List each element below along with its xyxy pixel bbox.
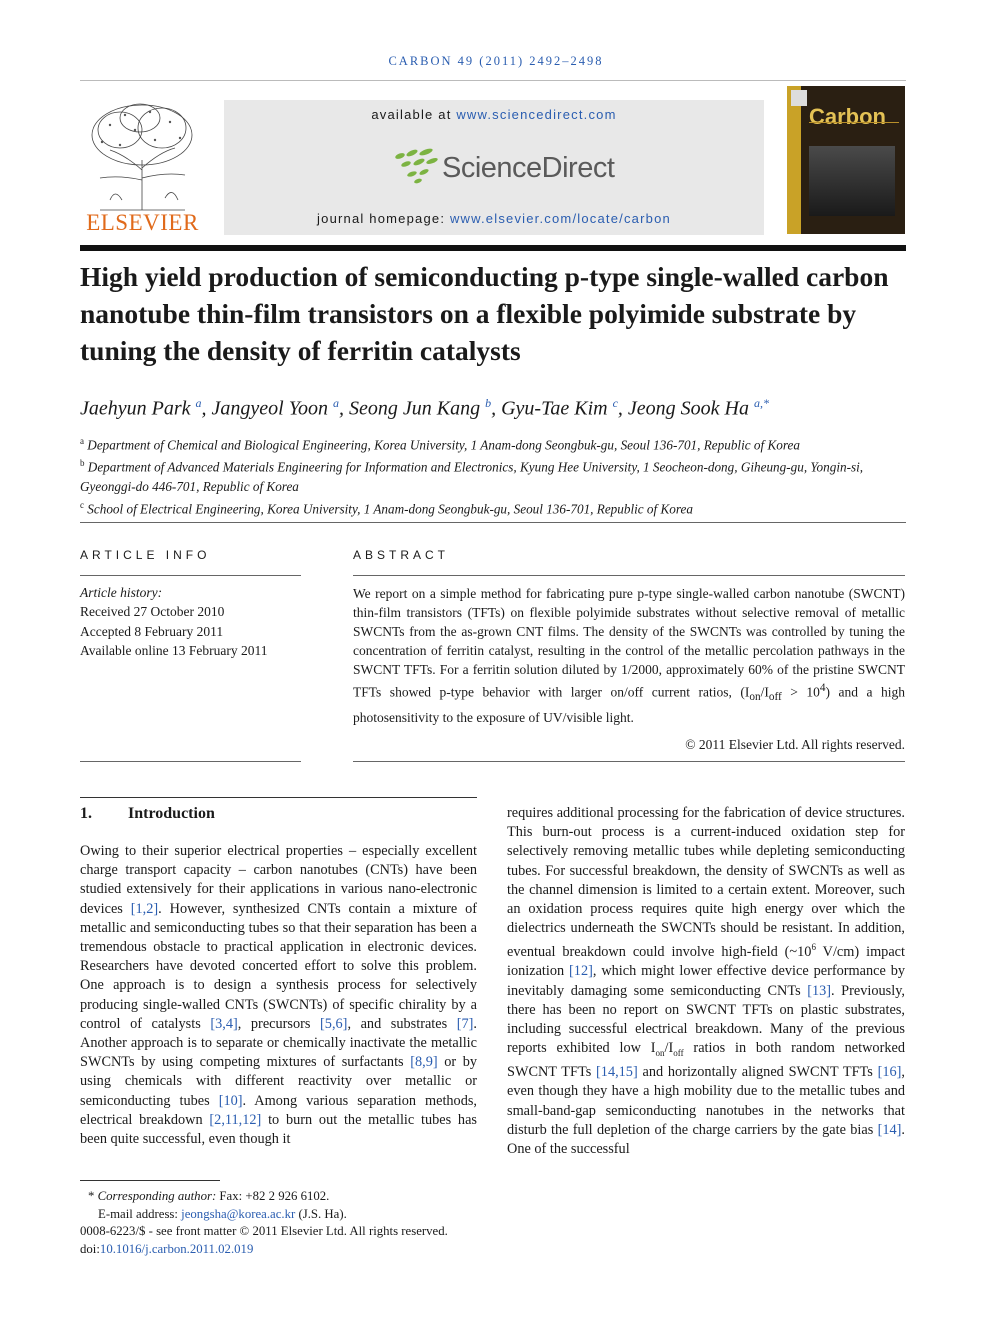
received-date: Received 27 October 2010 xyxy=(80,604,225,620)
author-affil-sup[interactable]: a xyxy=(195,396,202,410)
intro-left-column: Owing to their superior electrical properties – especially excellent charge transport capacity – carbon nanotubes (CNTs) have been studied extensively for their applications in various nano-electronic devices [1,2]. However, synthesized CNTs contain a mixture of metallic and semiconducting tubes so that their separation has been a tremendous obstacle to practical application in electronic devices. Researchers have devoted concerted effort to solve this problem. One approach is to design a synthesis process for selectively producing single-walled CNTs (SWCNTs) of specific chirality by a control of catalysts [3,4], precursors [5,6], and substrates [7]. Another approach is to separate or chemically inactivate the metallic SWCNTs by using competing mixtures of surfactants [8,9] or by using chemicals with different reactivity over metallic or semiconducting tubes [10]. Among various separation methods, electrical breakdown [2,11,12] to burn out the metallic tubes has been quite successful, even though it xyxy=(80,843,478,1148)
email-link[interactable]: jeongsha@korea.ac.kr xyxy=(181,1206,296,1221)
accepted-date: Accepted 8 February 2011 xyxy=(80,623,224,639)
title-rule xyxy=(80,245,906,251)
available-prefix: available at xyxy=(371,107,457,122)
intro-rule xyxy=(80,797,477,798)
article-info-rule xyxy=(80,575,301,576)
cover-rule xyxy=(809,122,899,139)
affiliation-sup: a xyxy=(80,436,84,446)
author-name: Gyu-Tae Kim xyxy=(501,397,608,420)
doi-link[interactable]: 10.1016/j.carbon.2011.02.019 xyxy=(99,1241,254,1256)
journal-reference[interactable]: CARBON 49 (2011) 2492–2498 xyxy=(388,54,604,68)
doi-line: doi:10.1016/j.carbon.2011.02.019 xyxy=(80,1241,254,1256)
author-name: Jangyeol Yoon xyxy=(211,397,328,420)
section-title: Introduction xyxy=(128,805,215,822)
available-at xyxy=(224,107,764,122)
abstract-bottom-rule xyxy=(353,761,905,762)
header-rule xyxy=(80,80,906,81)
author-affil-sup[interactable]: a xyxy=(333,396,339,410)
abstract-part: /I xyxy=(760,684,769,700)
corresponding-author: * Corresponding author: Fax: +82 2 926 6102. xyxy=(88,1189,330,1203)
author-name: Jaehyun Park xyxy=(80,397,191,420)
abstract-part: We report on a simple method for fabricating pure p-type single-walled carbon nanotube (SWCNT) thin-film transistors (TFTs) on flexible polyimide substrates without selective removal of metallic SWCNTs from the as-grown CNT films. The density of the SWCNTs was controlled by tuning the concentration of ferritin catalyst, resulting in the control of the metallic percolation pathways in the SWCNT TFTs. For a ferritin solution diluted by 1/2000, approximately 60% of the pristine SWCNT TFTs showed p-type behavior with larger on/off current ratios, (I xyxy=(353,586,905,700)
journal-homepage xyxy=(224,211,764,226)
cover-qr-icon xyxy=(791,90,807,106)
author-list: Jaehyun Park $^a$, Jangyeol Yoon $^a$, Seong Jun Kang $^b$, Gyu-Tae Kim $^c$, Jeong Sook Ha $^{a,*}$ xyxy=(80,396,769,420)
article-info-bottom-rule xyxy=(80,761,301,762)
issn-line: 0008-6223/$ - see front matter © 2011 Elsevier Ltd. All rights reserved. xyxy=(80,1224,448,1239)
intro-right-column: requires additional processing for the fabrication of device structures. This burn-out process is a current-induced oxidation step for selectively removing metallic tubes while depleting semiconducting tubes. For successful breakdown, the density of SWCNTs as well as the channel dimension is limited to a certain extent. Moreover, such an oxidation process requires quite high energy over which the dielectrics underneath the SWCNTs should be resistant. In addition, eventual breakdown could involve high-field ($\sim 10^6$ V/cm) impact ionization [12], which might lower effective device performance by inevitably damaging some semiconducting CNTs [13]. Previously, there has been no report on SWCNT TFTs on plastic substrates, including successful electrical breakdown. Many of the previous reports exhibited low $I_{on}/I_{off}$ ratios in both random networked SWCNT TFTs [14,15] and horizontally aligned SWCNT TFTs [16], even though they have a high mobility due to the metallic tubes and small-band-gap semiconducting nanotubes in the networks that disturb the full depletion of the charge carriers by the gate bias [14]. One of the successful xyxy=(507,805,905,1158)
abstract-part: > 10 xyxy=(781,684,820,700)
cover-title: Carbon xyxy=(809,104,886,129)
journal-cover[interactable] xyxy=(787,86,905,234)
citation-link[interactable]: [7] xyxy=(456,1015,474,1032)
homepage-prefix: journal homepage: xyxy=(317,211,450,226)
abstract-sub: off xyxy=(768,691,782,704)
sciencedirect-leaf-icon xyxy=(392,148,442,184)
abstract-copyright: © 2011 Elsevier Ltd. All rights reserved. xyxy=(685,737,905,752)
article-title: High yield production of semiconducting p-type single-walled carbon nanotube thin-film transistors on a flexible polyimide substrate by tuning the density of ferritin catalysts xyxy=(80,261,889,366)
journal-homepage-link[interactable]: www.elsevier.com/locate/carbon xyxy=(449,211,671,226)
abstract-sub: on xyxy=(749,691,761,704)
citation-link[interactable]: [16] xyxy=(877,1064,902,1081)
author-affil-sup[interactable]: c xyxy=(612,396,618,410)
article-info-heading: ARTICLE INFO xyxy=(80,548,211,562)
citation-link[interactable]: [10] xyxy=(218,1092,243,1109)
citation-link[interactable]: [5,6] xyxy=(320,1015,348,1032)
elsevier-tree-logo xyxy=(80,100,205,212)
footnotes xyxy=(80,1188,580,1258)
affiliation-text: Department of Advanced Materials Engineering for Information and Electronics, Kyung Hee University, 1 Seocheon-dong, Giheung-gu, Yongin-si, Gyeonggi-do 446-701, Republic of Korea xyxy=(80,459,864,494)
cover-image xyxy=(809,146,895,216)
affiliation-rule xyxy=(80,522,906,523)
citation-link[interactable]: [2,11,12] xyxy=(209,1111,262,1128)
online-date: Available online 13 February 2011 xyxy=(80,642,268,658)
citation-link[interactable]: [14,15] xyxy=(596,1064,638,1081)
affiliation-text: School of Electrical Engineering, Korea University, 1 Anam-dong Seongbuk-gu, Seoul 136-701, Republic of Korea xyxy=(87,501,693,517)
affiliation-text: Department of Chemical and Biological Engineering, Korea University, 1 Anam-dong Seongbuk-gu, Seoul 136-701, Republic of Korea xyxy=(87,437,800,453)
abstract-heading: ABSTRACT xyxy=(353,548,450,562)
sciencedirect-link[interactable]: www.sciencedirect.com xyxy=(456,107,617,122)
author-affil-sup[interactable]: a,* xyxy=(753,396,769,410)
elsevier-wordmark: ELSEVIER xyxy=(86,210,199,235)
author-name: Seong Jun Kang xyxy=(349,397,481,420)
affiliation-sup: c xyxy=(80,499,84,510)
abstract-sup: 4 xyxy=(819,682,826,695)
intro-heading xyxy=(80,805,215,823)
abstract-part: ) and a high photosensitivity to the exposure of UV/visible light. xyxy=(353,684,905,725)
footnote-rule xyxy=(80,1180,220,1181)
author-affil-sup[interactable]: b xyxy=(485,396,492,410)
affiliation-list xyxy=(80,432,906,518)
citation-link[interactable]: [3,4] xyxy=(210,1015,238,1032)
author-name: Jeong Sook Ha xyxy=(627,397,749,420)
abstract-rule xyxy=(353,575,905,576)
affiliation xyxy=(80,454,906,495)
citation-link[interactable]: [1,2] xyxy=(130,900,159,917)
affiliation xyxy=(80,432,906,454)
citation-link[interactable]: [14] xyxy=(877,1121,902,1138)
citation-link[interactable]: [8,9] xyxy=(410,1054,438,1071)
cover-band xyxy=(787,86,801,234)
sciencedirect-wordmark: ScienceDirect xyxy=(442,152,615,184)
affiliation-sup: b xyxy=(80,458,85,469)
history-label: Article history: xyxy=(80,585,163,600)
citation-link[interactable]: [13] xyxy=(807,982,832,999)
abstract-text xyxy=(353,584,905,727)
article-history xyxy=(80,583,310,660)
email-line: E-mail address: jeongsha@korea.ac.kr (J.S. Ha). xyxy=(98,1206,347,1221)
section-number: 1. xyxy=(80,805,92,822)
citation-link[interactable]: [12] xyxy=(569,963,593,980)
affiliation xyxy=(80,496,906,518)
